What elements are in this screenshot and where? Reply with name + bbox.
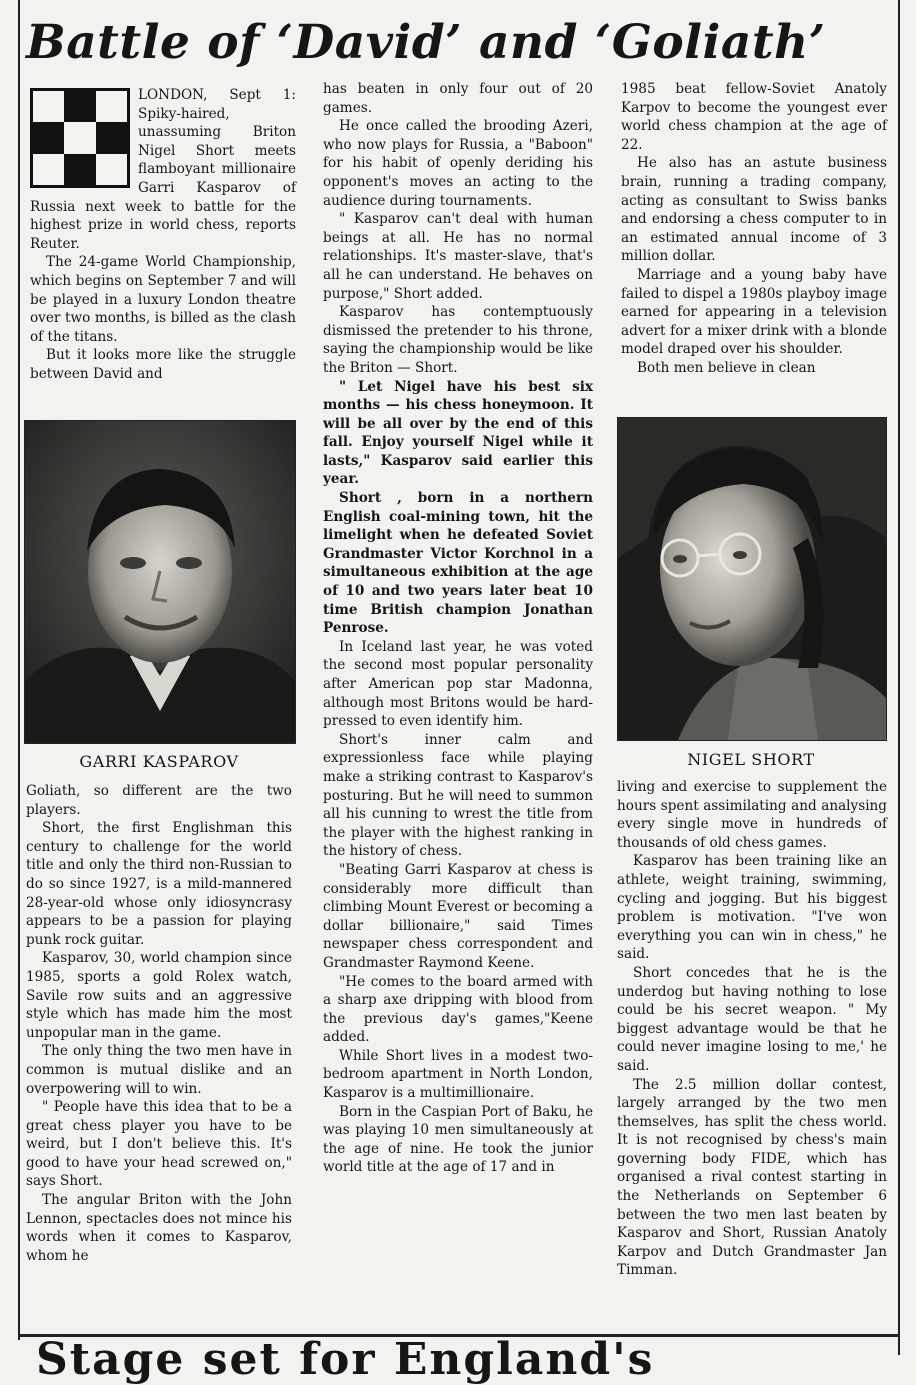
column-3-bottom bbox=[617, 778, 887, 1280]
paragraph: Kasparov has contemptuously dismissed the pretender to his throne, saying the championship would be like the Briton — Short. bbox=[323, 304, 593, 376]
paragraph: LONDON, Sept 1: Spiky-haired, unassuming Briton Nigel Short meets flamboyant millionaire Garri Kasparov of Russia next week to battle for the highest prize in world chess, reports Reuter. bbox=[30, 87, 296, 252]
paragraph: Born in the Caspian Port of Baku, he was playing 10 men simultaneously at the age of nine. He took the junior world title at the age of 17 and in bbox=[323, 1103, 593, 1176]
chessboard-logo-icon bbox=[30, 88, 130, 188]
column-2 bbox=[323, 80, 593, 1177]
paragraph: In Iceland last year, he was voted the second most popular personality after American pop star Madonna, although most Britons would be hard-pressed to even identify him. bbox=[323, 638, 593, 730]
paragraph: Goliath, so different are the two players. bbox=[26, 783, 292, 818]
paragraph: Short's inner calm and expressionless face while playing make a striking contrast to Kasparov's posturing. But he will need to summon all his cunning to wrest the title from the player with the highest ranking in the history of chess. bbox=[323, 731, 593, 860]
paragraph: Short concedes that he is the underdog but having nothing to lose could be his secret weapon. " My biggest advantage would be that he could never imagine losing to me,' he said. bbox=[617, 964, 887, 1074]
paragraph: "He comes to the board armed with a sharp axe dripping with blood from the previous day's games,"Keene added. bbox=[323, 973, 593, 1046]
short-photo bbox=[617, 417, 887, 741]
paragraph: While Short lives in a modest two-bedroom apartment in North London, Kasparov is a multimillionaire. bbox=[323, 1047, 593, 1102]
headline: Battle of ‘David’ and ‘Goliath’ bbox=[26, 15, 826, 70]
column-3-top bbox=[621, 80, 887, 378]
right-column-rule bbox=[898, 0, 900, 1355]
paragraph: The only thing the two men have in common is mutual dislike and an overpowering will to win. bbox=[26, 1043, 292, 1097]
column-1-top bbox=[30, 86, 296, 384]
paragraph: The 24-game World Championship, which begins on September 7 and will be played in a luxury London theatre over two months, is billed as the clash of the titans. bbox=[30, 254, 296, 345]
paragraph: 1985 beat fellow-Soviet Anatoly Karpov to become the youngest ever world chess champion at the age of 22. bbox=[621, 81, 887, 153]
kasparov-caption: GARRI KASPAROV bbox=[79, 752, 239, 771]
paragraph: Kasparov has been training like an athlete, weight training, swimming, cycling and jogging. But his biggest problem is motivation. "I've won everything you can win in chess," he said. bbox=[617, 853, 887, 963]
paragraph: " Let Nigel have his best six months — his chess honeymoon. It will be all over by the end of this fall. Enjoy yourself Nigel while it lasts," Kasparov said earlier this year. bbox=[323, 378, 593, 488]
paragraph: The 2.5 million dollar contest, largely arranged by the two men themselves, has split the chess world. It is not recognised by chess's main governing body FIDE, which has organised a rival contest starting in the Netherlands on September 6 between the two men last beaten by Kasparov and Short, Russian Anatoly Karpov and Dutch Grandmaster Jan Timman. bbox=[617, 1076, 887, 1279]
next-article-headline: Stage set for England's bbox=[36, 1334, 655, 1385]
paragraph: Kasparov, 30, world champion since 1985, sports a gold Rolex watch, Savile row suits and an aggressive style which has made him the most unpopular man in the game. bbox=[26, 950, 292, 1041]
paragraph: " Kasparov can't deal with human beings at all. He has no normal relationships. It's master-slave, that's all he can understand. He behaves on purpose," Short added. bbox=[323, 211, 593, 302]
short-caption: NIGEL SHORT bbox=[687, 750, 815, 769]
left-column-rule bbox=[18, 0, 20, 1340]
paragraph: But it looks more like the struggle between David and bbox=[30, 347, 296, 382]
paragraph: The angular Briton with the John Lennon, spectacles does not mince his words when it comes to Kasparov, whom he bbox=[26, 1192, 292, 1264]
column-1-bottom bbox=[26, 782, 292, 1265]
paragraph: Short , born in a northern English coal-mining town, hit the limelight when he defeated Soviet Grandmaster Victor Korchnol in a simultaneous exhibition at the age of 10 and two years later beat 10 time British champion Jonathan Penrose. bbox=[323, 490, 593, 637]
paragraph: He also has an astute business brain, running a trading company, acting as consultant to Swiss banks and endorsing a chess computer to in an estimated annual income of 3 million dollar. bbox=[621, 155, 887, 265]
paragraph: "Beating Garri Kasparov at chess is considerably more difficult than climbing Mount Everest or becoming a dollar billionaire," said Times newspaper chess correspondent and Grandmaster Raymond Keene. bbox=[323, 861, 593, 971]
paragraph: Both men believe in clean bbox=[637, 359, 816, 376]
paragraph: Marriage and a young baby have failed to dispel a 1980s playboy image earned for appearing in a television advert for a mixer drink with a blonde model draped over his shoulder. bbox=[621, 266, 887, 358]
paragraph: living and exercise to supplement the hours spent assimilating and analysing every single move in hundreds of thousands of old chess games. bbox=[617, 779, 887, 851]
dateline: LONDON, Sept 1: bbox=[138, 87, 296, 103]
paragraph: Short, the first Englishman this century to challenge for the world title and only the third non-Russian to do so since 1927, is a mild-mannered 28-year-old whose only idiosyncrasy appears to be a passion for playing punk rock guitar. bbox=[26, 820, 292, 948]
kasparov-photo bbox=[24, 420, 296, 744]
paragraph: has beaten in only four out of 20 games. bbox=[323, 81, 593, 116]
paragraph: " People have this idea that to be a great chess player you have to be weird, but I don't believe this. It's good to have your head screwed on," says Short. bbox=[26, 1099, 292, 1190]
paragraph: He once called the brooding Azeri, who now plays for Russia, a "Baboon" for his habit of openly deriding his opponent's moves an acting to the audience during tournaments. bbox=[323, 118, 593, 209]
